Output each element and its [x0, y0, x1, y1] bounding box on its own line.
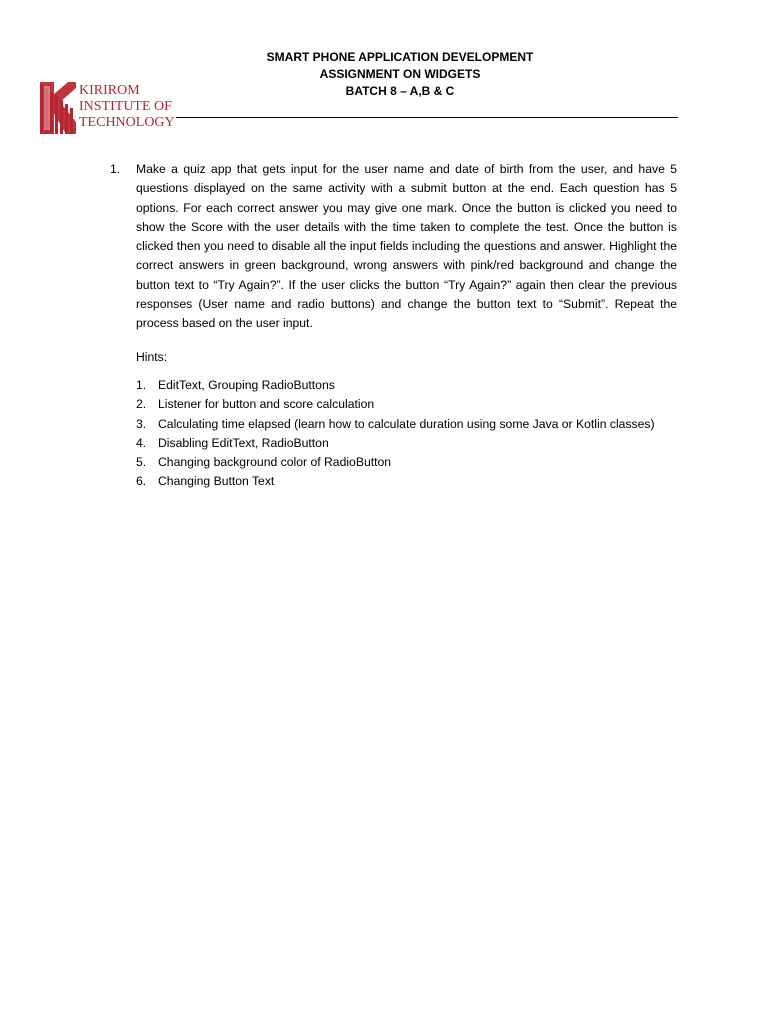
assignment-title: ASSIGNMENT ON WIDGETS — [319, 67, 481, 81]
hint-text: Changing Button Text — [158, 474, 275, 489]
logo-wordmark — [79, 83, 175, 131]
logo-line-1: KIRIROM — [79, 83, 140, 98]
hint-text: Changing background color of RadioButton — [158, 455, 392, 470]
hint-item — [136, 472, 677, 491]
hint-text: EditText, Grouping RadioButtons — [158, 377, 335, 392]
hint-text: Listener for button and score calculation — [158, 397, 375, 412]
question-number: 1. — [110, 162, 121, 176]
hint-number: 6. — [136, 474, 147, 489]
hint-item — [136, 453, 677, 472]
hints-heading: Hints: — [136, 349, 168, 364]
hint-text: Calculating time elapsed (learn how to calculate duration using some Java or Kotlin classes) — [158, 416, 655, 431]
course-title: SMART PHONE APPLICATION DEVELOPMENT — [266, 50, 534, 64]
batch-title: BATCH 8 – A,B & C — [345, 84, 455, 98]
question-text: Make a quiz app that gets input for the user name and date of birth from the user, and have 5 questions displayed on the same activity with a submit button at the end. Each question has 5 options. For each correct answer you may give one mark. Once the button is clicked you need to show the Score with the user details with the time taken to complete the test. Once the button is clicked then you need to disable all the input fields including the questions and answer. Highlight the correct answers in green background, wrong answers with pink/red background and change the button text to “Try Again?”. If the user clicks the button “Try Again?” again then clear the previous responses (User name and radio buttons) and change the button text to “Submit”. Repeat the process based on the user input. — [136, 162, 677, 331]
question-item — [110, 160, 677, 334]
hint-number: 4. — [136, 435, 147, 450]
hint-item — [136, 415, 677, 434]
hints-list — [110, 376, 677, 492]
hint-item — [136, 376, 677, 395]
assignment-content — [110, 160, 677, 492]
document-header — [200, 49, 600, 100]
logo-line-3: TECHNOLOGY — [79, 115, 175, 130]
hint-item — [136, 395, 677, 414]
logo-line-2: INSTITUTE OF — [79, 99, 172, 114]
hint-item — [136, 434, 677, 453]
hint-text: Disabling EditText, RadioButton — [158, 435, 329, 450]
header-divider — [176, 117, 678, 118]
institute-logo — [40, 82, 180, 136]
hint-number: 5. — [136, 455, 147, 470]
hint-number: 2. — [136, 397, 147, 412]
hint-number: 1. — [136, 377, 147, 392]
hint-number: 3. — [136, 416, 147, 431]
kirirom-logo-icon — [40, 82, 76, 134]
